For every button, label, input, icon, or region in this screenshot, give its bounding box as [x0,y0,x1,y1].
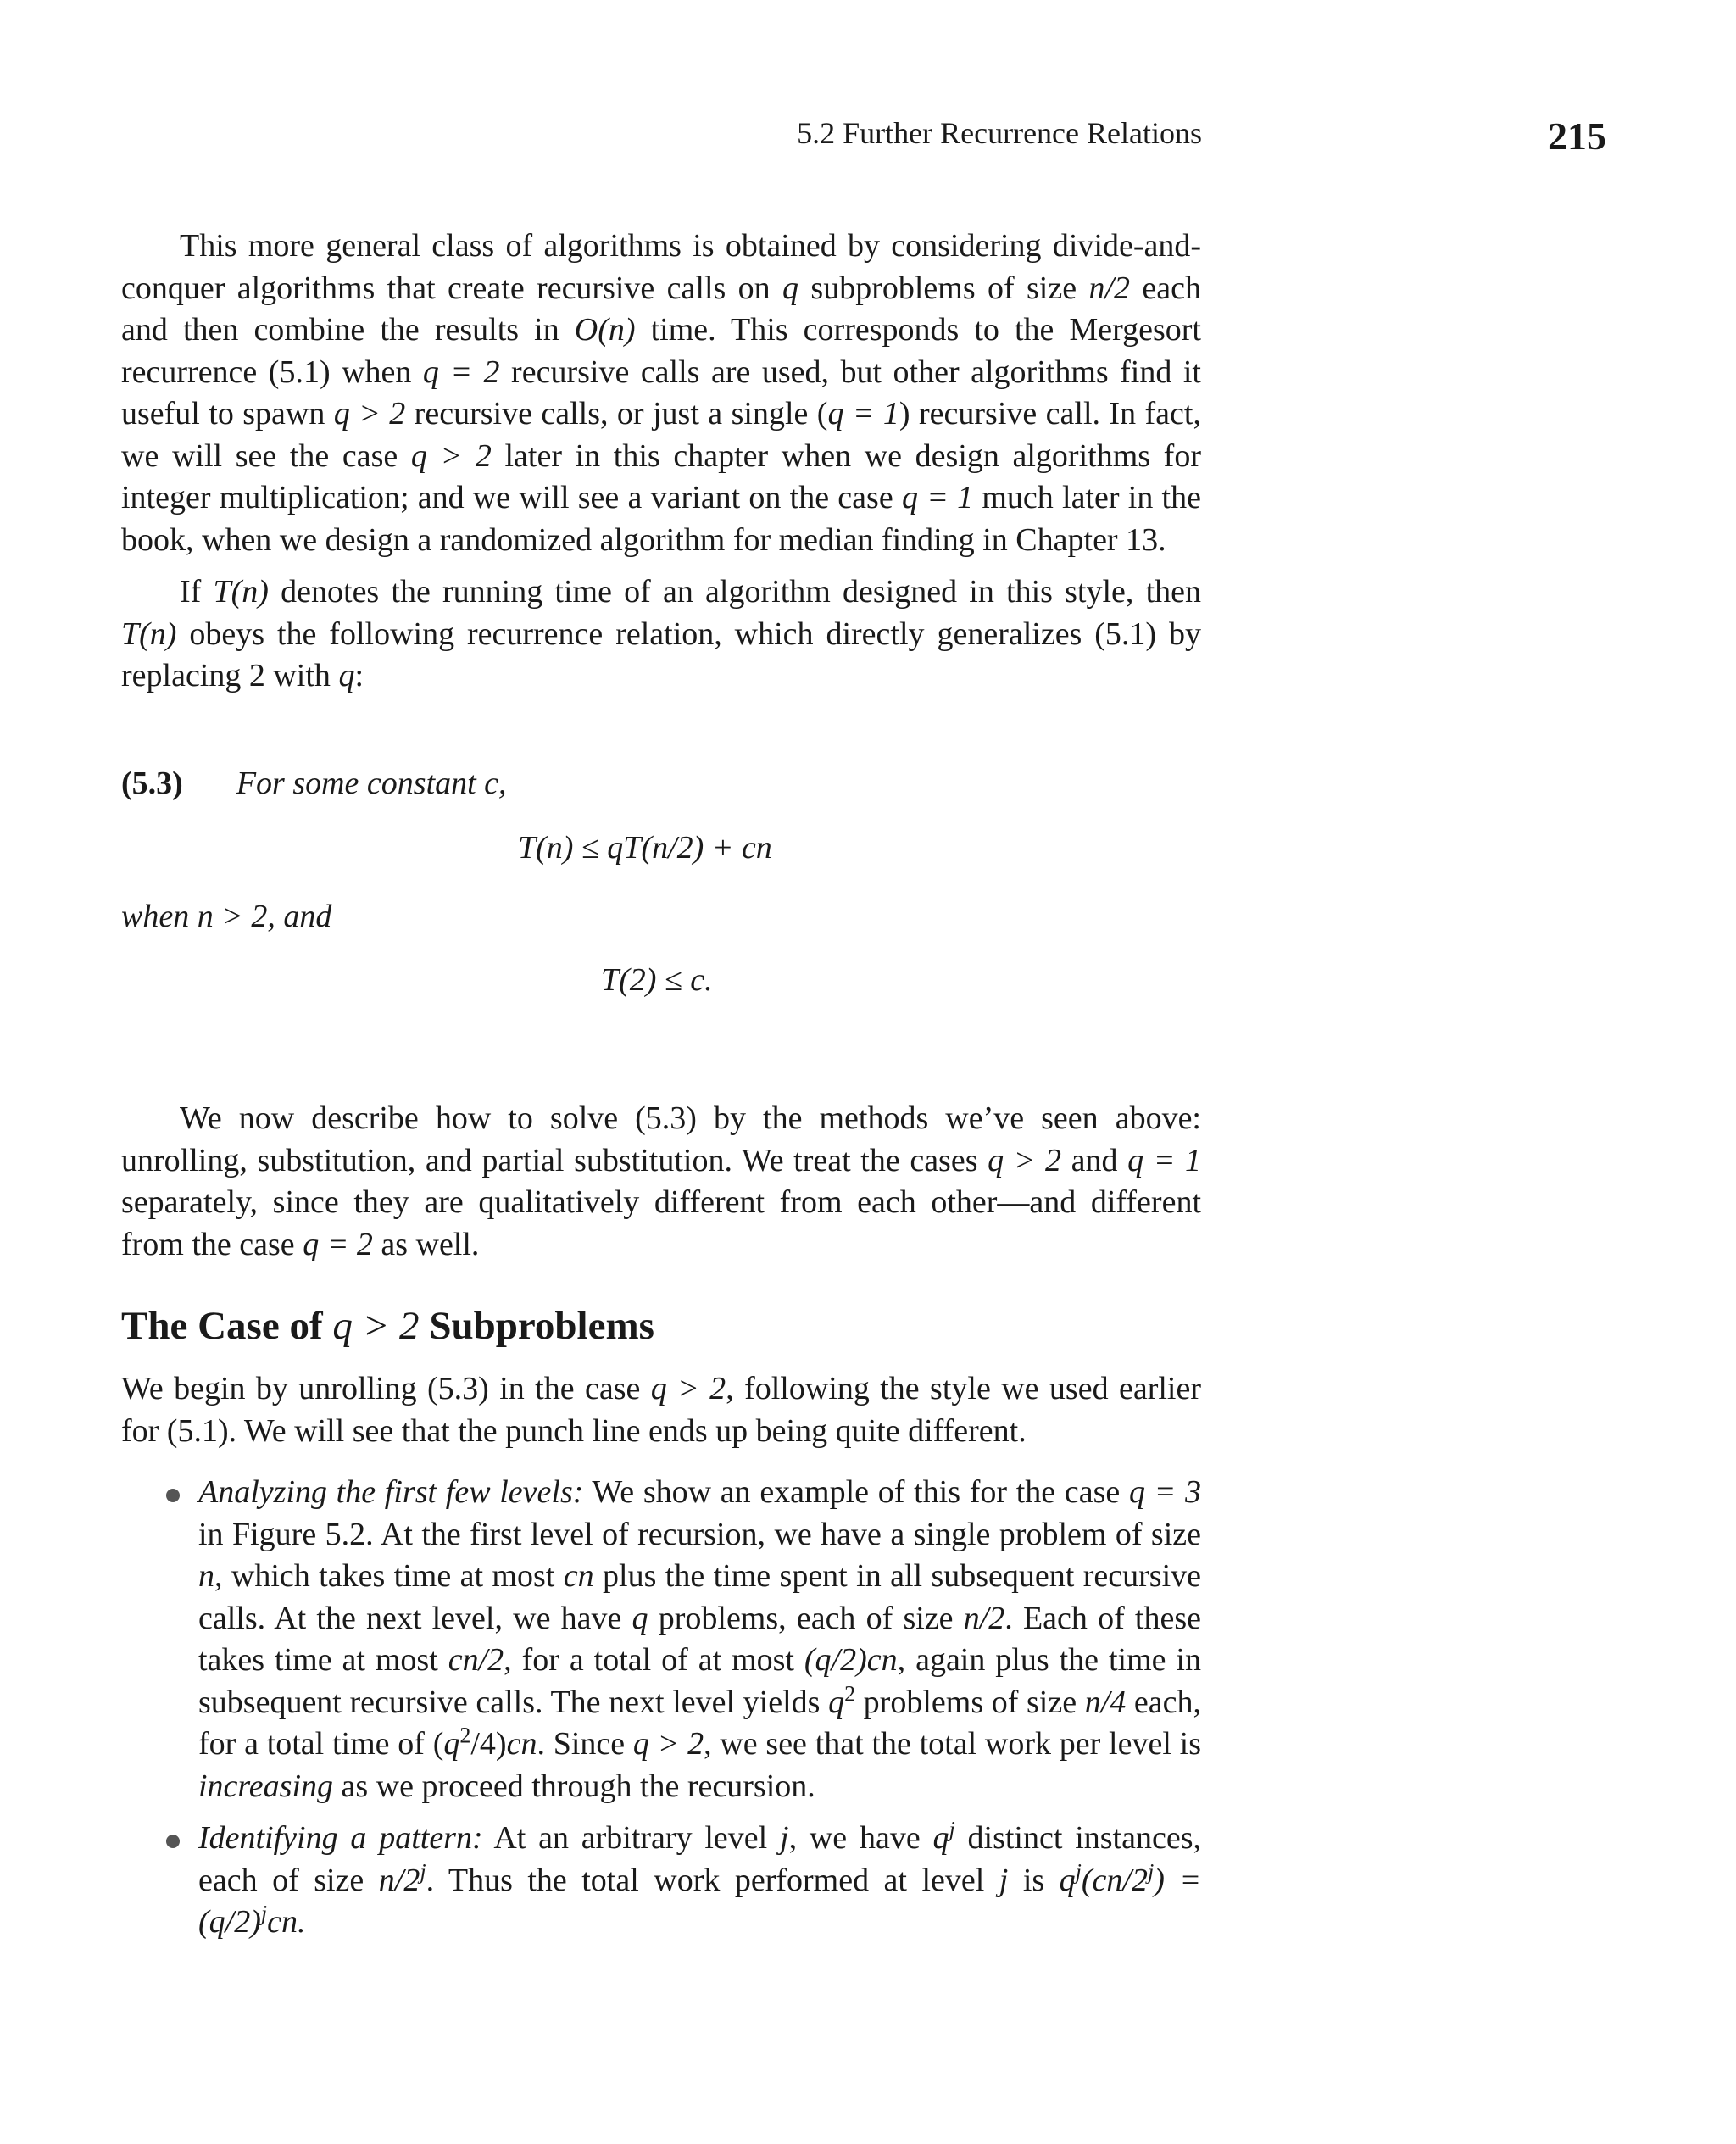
theorem-intro: For some constant c, [236,766,507,801]
bullet-item-pattern: Identifying a pattern: At an arbitrary level j, we have $q^j$ distinct instances, each of size n/2$^j$. Thus the total work performed at level j is $q^j(cn/2^j) = (q/2)^jcn$. [121,1818,1201,1944]
theorem-condition: when n > 2, and [121,899,332,934]
page-number: 215 [1548,114,1606,158]
paragraph-4: We begin by unrolling (5.3) in the case q > 2, following the style we used earlier for (5.1). We will see that the punch line ends up being quite different. [121,1371,1201,1449]
paragraph-3: We now describe how to solve (5.3) by the methods we’ve seen above: unrolling, substitution, and partial substitution. We treat the cases q > 2 and q = 1 separately, since they are qualitatively different from each other—and different from the case q = 2 as well. [121,1100,1201,1262]
paragraph-1: This more general class of algorithms is obtained by considering divide-and-conquer algorithms that create recursive calls on q subproblems of size n/2 each and then combine the results in O(n) time. This corresponds to the Mergesort recurrence (5.1) when q = 2 recursive calls are used, but other algorithms find it useful to spawn q > 2 recursive calls, or just a single (q = 1) recursive call. In fact, we will see the case q > 2 later in this chapter when we design algorithms for integer multiplication; and we will see a variant on the case q = 1 much later in the book, when we design a randomized algorithm for median finding in Chapter 13. [121,228,1201,558]
bullet-dot-icon [166,1489,180,1502]
paragraph-2: If T(n) denotes the running time of an algorithm designed in this style, then T(n) obeys the following recurrence relation, which directly generalizes (5.1) by replacing 2 with q: [121,574,1201,693]
theorem-statement [121,763,507,805]
bullet-item-analyzing: Analyzing the first few levels: We show an example of this for the case q = 3 in Figure 5.2. At the first level of recursion, we have a single problem of size n, which takes time at most cn plus the time spent in all subsequent recursive calls. At the next level, we have q problems, each of size n/2. Each of these takes time at most cn/2, for a total of at most (q/2)cn, again plus the time in subsequent recursive calls. The next level yields $q^2$ problems of size n/4 each, for a total time of $(q^2/4)cn$. Since q > 2, we see that the total work per level is increasing as we proceed through the recursion. [121,1472,1201,1807]
section-heading: The Case of q > 2 Subproblems [121,1304,654,1348]
theorem-label: (5.3) [121,766,183,801]
body-text-middle [121,1098,1201,1266]
bullet-list [121,1472,1201,1954]
bullet-dot-icon [166,1835,180,1848]
body-text-section [121,1368,1201,1452]
base-case-formula: T(2) ≤ c. [601,962,713,998]
running-header-title: 5.2 Further Recurrence Relations [797,116,1202,150]
body-text-top [121,226,1201,698]
recurrence-formula: T(n) ≤ qT(n/2) + cn [518,830,772,866]
